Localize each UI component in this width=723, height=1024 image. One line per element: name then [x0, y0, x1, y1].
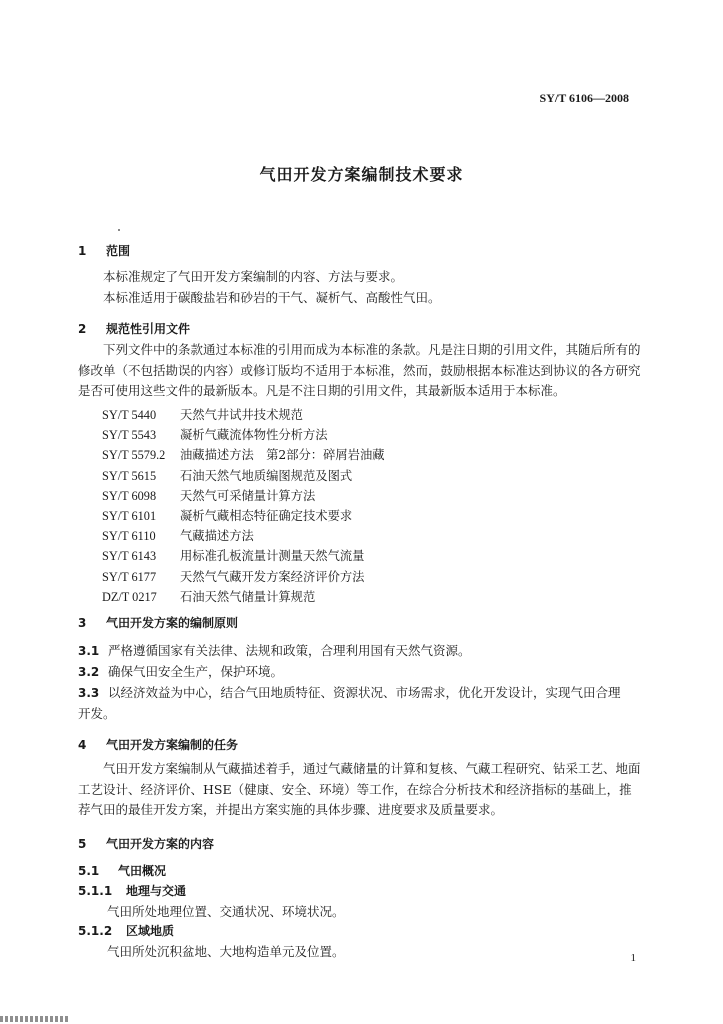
reference-list	[102, 405, 385, 607]
section-title: 规范性引用文件	[106, 322, 191, 336]
subsection-title: 区域地质	[126, 924, 175, 938]
reference-name: 凝析气藏相态特征确定技术要求	[180, 508, 353, 523]
subsection-5-1-2-text: 气田所处沉积盆地、大地构造单元及位置。	[107, 944, 345, 959]
section-number: 1	[78, 244, 87, 258]
clause-number: 3.1	[78, 644, 100, 658]
scan-artifact	[0, 1016, 70, 1022]
section-2-intro: 下列文件中的条款通过本标准的引用而成为本标准的条款。凡是注日期的引用文件，其随后所有的修改单（不包括勘误的内容）或修订版均不适用于本标准，然而，鼓励根据本标准达到协议的各方研究是否可使用这些文件的最新版本。凡是不注日期的引用文件，其最新版本适用于本标准。	[78, 342, 641, 398]
section-1-heading	[78, 242, 130, 259]
section-title: 气田开发方案的编制原则	[106, 616, 239, 630]
reference-item	[102, 445, 385, 465]
clause-text: 严格遵循国家有关法律、法规和政策，合理利用国有天然气资源。	[108, 643, 471, 658]
section-number: 5	[78, 837, 87, 851]
reference-code: SY/T 6101	[102, 508, 157, 523]
section-3-heading	[78, 614, 238, 631]
reference-name: 用标准孔板流量计测量天然气流量	[180, 549, 365, 564]
clause-text: 以经济效益为中心，结合气田地质特征、资源状况、市场需求，优化开发设计，实现气田合理	[108, 685, 621, 700]
reference-item	[102, 466, 385, 486]
subsection-number: 5.1.1	[78, 884, 113, 898]
reference-item	[102, 526, 385, 546]
reference-code: SY/T 6143	[102, 549, 157, 564]
section-number: 3	[78, 616, 87, 630]
clause-3-2	[78, 662, 283, 680]
section-title: 范围	[106, 244, 131, 258]
reference-name: 油藏描述方法 第2部分：碎屑岩油藏	[180, 448, 385, 463]
reference-name: 石油天然气地质编图规范及图式	[180, 468, 353, 483]
reference-code: SY/T 5579.2	[102, 448, 166, 463]
clause-number: 3.2	[78, 665, 100, 679]
page-number: 1	[630, 952, 636, 964]
reference-code: SY/T 5615	[102, 468, 157, 483]
reference-item	[102, 567, 385, 587]
subsection-title: 地理与交通	[126, 884, 187, 898]
reference-name: 天然气可采储量计算方法	[180, 488, 316, 503]
clause-3-3	[78, 683, 621, 701]
scan-speck	[118, 229, 120, 231]
subsection-number: 5.1.2	[78, 924, 113, 938]
reference-code: SY/T 6098	[102, 488, 157, 503]
reference-name: 气藏描述方法	[180, 529, 254, 544]
reference-name: 石油天然气储量计算规范	[180, 589, 316, 604]
reference-item	[102, 546, 385, 566]
reference-item	[102, 425, 385, 445]
reference-item	[102, 405, 385, 425]
reference-code: SY/T 5543	[102, 428, 157, 443]
reference-item	[102, 587, 385, 607]
clause-3-3-continuation: 开发。	[78, 706, 116, 721]
reference-code: SY/T 6177	[102, 569, 157, 584]
reference-item	[102, 486, 385, 506]
section-number: 2	[78, 322, 87, 336]
section-2-heading	[78, 320, 190, 337]
section-1-paragraph-2: 本标准适用于碳酸盐岩和砂岩的干气、凝析气、高酸性气田。	[103, 290, 441, 305]
clause-3-1	[78, 641, 471, 659]
reference-item	[102, 506, 385, 526]
subsection-5-1-heading	[78, 862, 166, 879]
subsection-5-1-1-text: 气田所处地理位置、交通状况、环境状况。	[107, 904, 345, 919]
reference-code: SY/T 6110	[102, 529, 156, 544]
clause-text: 确保气田安全生产，保护环境。	[108, 664, 284, 679]
reference-name: 天然气井试井技术规范	[180, 408, 303, 422]
reference-name: 天然气气藏开发方案经济评价方法	[180, 569, 365, 584]
document-title: 气田开发方案编制技术要求	[259, 165, 464, 184]
section-1-paragraph-1: 本标准规定了气田开发方案编制的内容、方法与要求。	[103, 269, 404, 284]
section-title: 气田开发方案的内容	[106, 837, 215, 851]
subsection-title: 气田概况	[118, 864, 167, 878]
section-5-heading	[78, 835, 214, 852]
section-4-paragraph: 气田开发方案编制从气藏描述着手，通过气藏储量的计算和复核、气藏工程研究、钻采工艺、地面工艺设计、经济评价、HSE（健康、安全、环境）等工作，在综合分析技术和经济指标的基础上，推荐气田的最佳开发方案，并提出方案实施的具体步骤、进度要求及质量要求。	[78, 761, 641, 817]
reference-code: DZ/T 0217	[102, 589, 157, 604]
subsection-number: 5.1	[78, 864, 100, 878]
section-title: 气田开发方案编制的任务	[106, 738, 239, 752]
reference-name: 凝析气藏流体物性分析方法	[180, 428, 328, 443]
standard-code: SY/T 6106—2008	[539, 91, 629, 105]
clause-number: 3.3	[78, 686, 100, 700]
section-4-heading	[78, 736, 238, 753]
reference-code: SY/T 5440	[102, 408, 157, 422]
subsection-5-1-2-heading	[78, 922, 174, 939]
subsection-5-1-1-heading	[78, 882, 186, 899]
section-number: 4	[78, 738, 87, 752]
